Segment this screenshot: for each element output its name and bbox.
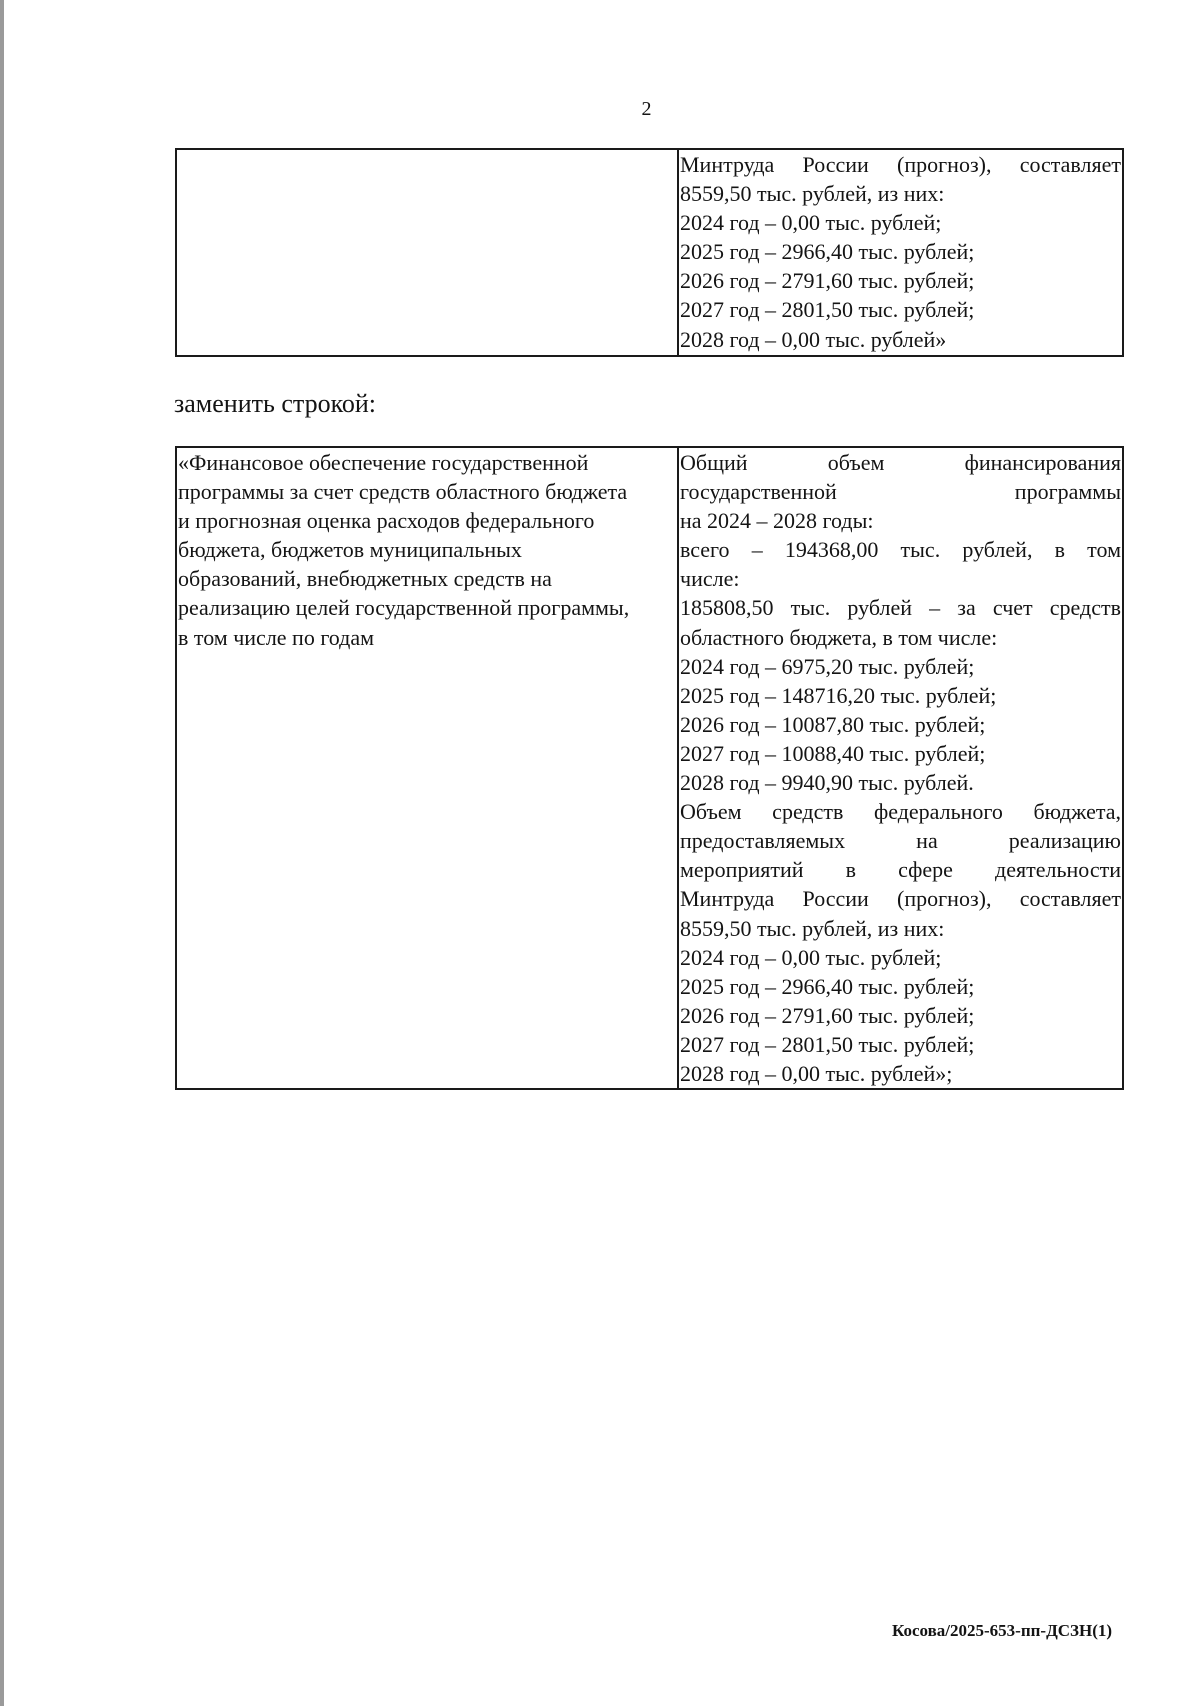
text-lines — [680, 150, 1121, 354]
text-line: 8559,50 тыс. рублей, из них: — [680, 181, 945, 207]
text-line: областного бюджета, в том числе: — [680, 624, 998, 650]
text-line: образований, внебюджетных средств на — [178, 566, 552, 592]
text-line: бюджета, бюджетов муниципальных — [178, 537, 522, 563]
text-line: 2024 год – 0,00 тыс. рублей; — [680, 210, 942, 236]
table-row — [176, 149, 1123, 356]
text-line: 2026 год – 2791,60 тыс. рублей; — [680, 1002, 975, 1028]
text-line: 2024 год – 6975,20 тыс. рублей; — [680, 653, 975, 679]
text-line: 2027 год – 2801,50 тыс. рублей; — [680, 297, 975, 323]
left-cell-empty — [176, 149, 678, 356]
text-line: 2027 год – 2801,50 тыс. рублей; — [680, 1031, 975, 1057]
text-line: 2028 год – 9940,90 тыс. рублей. — [680, 770, 974, 796]
text-lines — [680, 448, 1121, 1088]
text-line: 2026 год – 2791,60 тыс. рублей; — [680, 268, 975, 294]
text-line: «Финансовое обеспечение государственной — [178, 450, 589, 475]
document-code: Косова/2025-653-пп-ДСЗН(1) — [892, 1621, 1113, 1640]
text-line: 2028 год – 0,00 тыс. рублей»; — [680, 1060, 953, 1086]
text-line: программы за счет средств областного бюджета — [178, 479, 628, 505]
text-line: 2025 год – 2966,40 тыс. рублей; — [680, 973, 975, 999]
text-line: 8559,50 тыс. рублей, из них: — [680, 915, 945, 941]
text-line: всего – 194368,00 тыс. рублей, в том — [680, 537, 1121, 563]
text-line: 185808,50 тыс. рублей – за счет средств — [680, 595, 1121, 621]
text-line: в том числе по годам — [178, 624, 375, 650]
text-line: 2025 год – 2966,40 тыс. рублей; — [680, 239, 975, 265]
text-line: мероприятий в сфере деятельности — [680, 857, 1121, 883]
text-line: государственной программы — [680, 479, 1121, 505]
text-line: 2025 год – 148716,20 тыс. рублей; — [680, 682, 997, 708]
right-cell-text — [678, 149, 1123, 356]
text-line: и прогнозная оценка расходов федерального — [178, 508, 595, 534]
text-lines — [178, 448, 676, 652]
text-line: Общий объем финансирования — [680, 450, 1121, 475]
text-line: 2028 год – 0,00 тыс. рублей» — [680, 326, 947, 352]
text-line: 2027 год – 10088,40 тыс. рублей; — [680, 740, 986, 766]
text-line: на 2024 – 2028 годы: — [680, 508, 874, 534]
funding-table-new — [175, 446, 1124, 1090]
right-cell-text — [678, 447, 1123, 1089]
text-line: предоставляемых на реализацию — [680, 828, 1121, 854]
text-line: Минтруда России (прогноз), составляет — [680, 152, 1121, 177]
left-cell-text — [176, 447, 678, 1089]
funding-table-old-fragment — [175, 148, 1124, 357]
text-line: реализацию целей государственной программы, — [178, 595, 630, 621]
text-line: числе: — [680, 566, 740, 592]
text-line: Минтруда России (прогноз), составляет — [680, 886, 1121, 912]
scan-edge-shadow — [0, 0, 4, 1706]
text-line: 2026 год – 10087,80 тыс. рублей; — [680, 711, 986, 737]
text-line: 2024 год – 0,00 тыс. рублей; — [680, 944, 942, 970]
replace-instruction: заменить строкой: — [174, 389, 377, 418]
table-row — [176, 447, 1123, 1089]
page-number: 2 — [641, 98, 652, 120]
text-line: Объем средств федерального бюджета, — [680, 799, 1121, 825]
